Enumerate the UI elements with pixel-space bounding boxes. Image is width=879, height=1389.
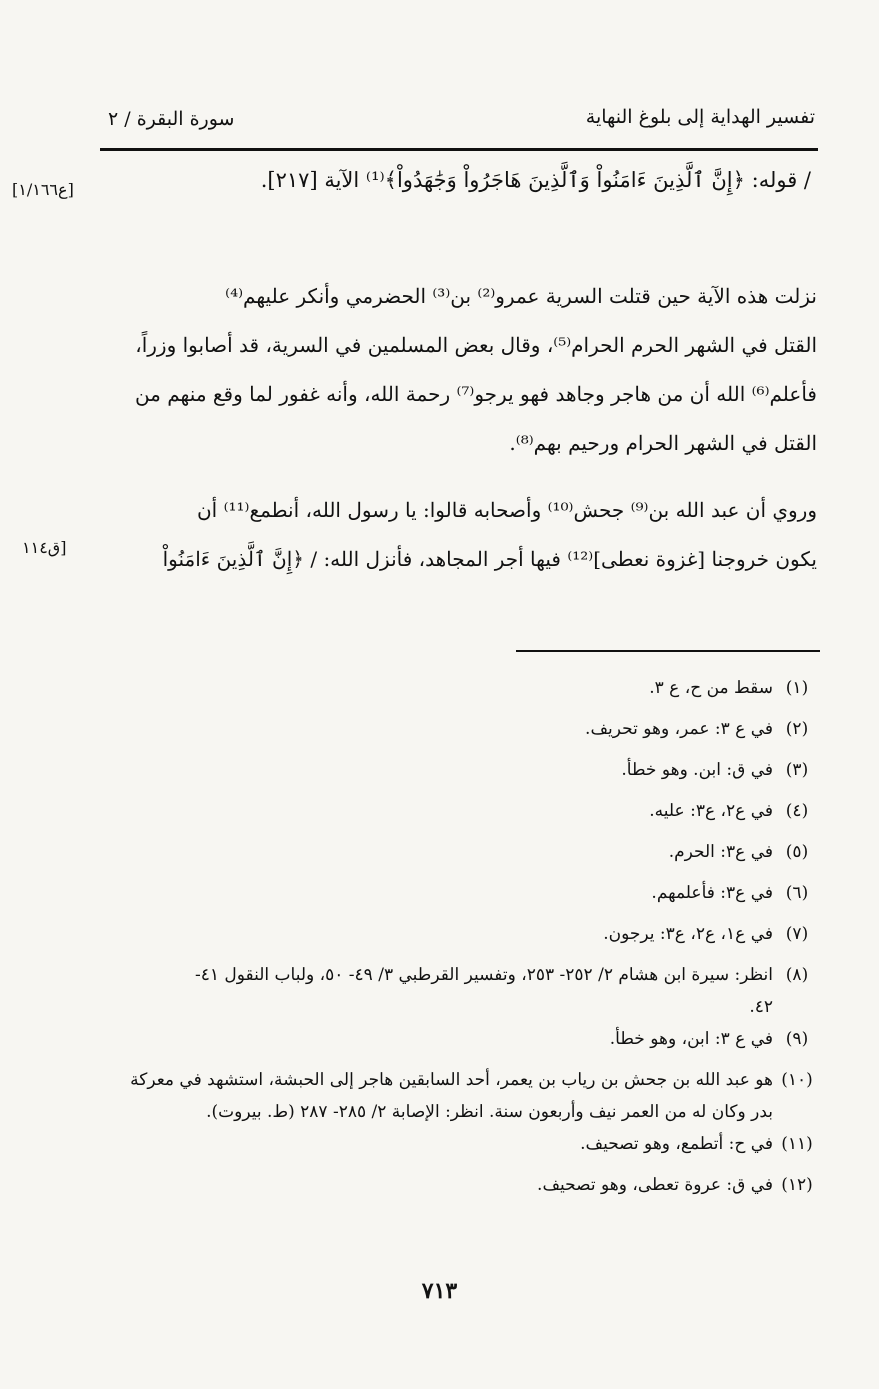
footnote-line: في ع ٣: عمر، وهو تحريف. xyxy=(585,719,773,739)
footnote-line: سقط من ح، ع ٣. xyxy=(649,678,773,698)
footnote xyxy=(101,918,821,959)
footnote-line: في ع١، ع٢، ع٣: يرجون. xyxy=(603,924,773,944)
footnote-text xyxy=(101,1023,773,1055)
footnotes xyxy=(101,672,821,1210)
footnote-line: انظر: سيرة ابن هشام ٢/ ٢٥٢- ٢٥٣، وتفسير القرطبي ٣/ ٤٩- ٥٠، ولباب النقول ٤١- xyxy=(194,965,773,985)
paragraph-2 xyxy=(105,486,817,584)
footnote-text xyxy=(101,754,773,786)
footnote-number: (١٠) xyxy=(781,1070,813,1090)
footnote-text xyxy=(101,795,773,827)
footnote xyxy=(101,1128,821,1169)
footnote-text xyxy=(101,836,773,868)
footnote-number: (١) xyxy=(785,678,809,698)
book-title: تفسير الهداية إلى بلوغ النهاية xyxy=(585,106,815,128)
footnote xyxy=(101,672,821,713)
footnote-number: (٣) xyxy=(785,760,809,780)
footnote-text xyxy=(101,713,773,745)
footnote xyxy=(101,959,821,1023)
paragraph-line: وروي أن عبد الله بن⁽⁹⁾ جحش⁽¹⁰⁾ وأصحابه قالوا: يا رسول الله، أنطمع⁽¹¹⁾ أن xyxy=(196,498,817,522)
footnote-number: (٩) xyxy=(785,1029,809,1049)
verse-line: / قوله: ﴿إِنَّ ٱلَّذِينَ ءَامَنُواْ وَٱلَّذِينَ هَاجَرُواْ وَجَٰهَدُواْ﴾⁽¹⁾ الآية [٢١٧]. xyxy=(260,168,811,192)
footnote-text xyxy=(101,918,773,950)
footnote-text xyxy=(101,877,773,909)
footnote-line: في ق: عروة تعطى، وهو تصحيف. xyxy=(537,1175,773,1195)
header-divider xyxy=(100,148,818,151)
footnote-line: بدر وكان له من العمر نيف وأربعون سنة. انظر: الإصابة ٢/ ٢٨٥- ٢٨٧ (ط. بيروت). xyxy=(206,1102,773,1122)
footnote xyxy=(101,1023,821,1064)
paragraph-line: القتل في الشهر الحرام ورحيم بهم⁽⁸⁾. xyxy=(509,431,817,455)
footnote-line: في ع ٣: ابن، وهو خطأ. xyxy=(609,1029,773,1049)
footnote-number: (٢) xyxy=(785,719,809,739)
footnote-divider xyxy=(516,650,820,652)
footnote-line: في ع٣: فأعلمهم. xyxy=(651,883,773,903)
footnote-line: في ح: أتطمع، وهو تصحيف. xyxy=(580,1134,773,1154)
footnote-number: (٦) xyxy=(785,883,809,903)
footnote-text xyxy=(101,1169,773,1201)
footnote-number: (٨) xyxy=(785,965,809,985)
paragraph-line: يكون خروجنا [غزوة نعطى]⁽¹²⁾ فيها أجر المجاهد، فأنزل الله: / ﴿إِنَّ ٱلَّذِينَ ءَامَنُواْ xyxy=(162,547,817,571)
footnote xyxy=(101,836,821,877)
footnote-text xyxy=(101,672,773,704)
footnote-number: (٧) xyxy=(785,924,809,944)
margin-reference-2: [ق١١٤ xyxy=(22,538,67,557)
footnote xyxy=(101,877,821,918)
page-number: ٧١٣ xyxy=(421,1278,458,1304)
paragraph-line: فأعلم⁽⁶⁾ الله أن من هاجر وجاهد فهو يرجو⁽⁷⁾ رحمة الله، وأنه غفور لما وقع منهم من xyxy=(134,382,817,406)
footnote-number: (٥) xyxy=(785,842,809,862)
footnote-line: ٤٢. xyxy=(749,997,773,1017)
footnote-line: في ع٢، ع٣: عليه. xyxy=(649,801,773,821)
paragraph-line: القتل في الشهر الحرم الحرام⁽⁵⁾، وقال بعض المسلمين في السرية، قد أصابوا وزراً، xyxy=(135,333,817,357)
footnote xyxy=(101,713,821,754)
paragraph-1 xyxy=(105,272,817,468)
footnote-line: هو عبد الله بن جحش بن رياب بن يعمر، أحد السابقين هاجر إلى الحبشة، استشهد في معركة xyxy=(130,1070,773,1090)
footnote-text xyxy=(101,1128,773,1160)
footnote xyxy=(101,1169,821,1210)
surah-title: سورة البقرة / ٢ xyxy=(108,108,235,130)
footnote xyxy=(101,795,821,836)
footnote-text xyxy=(101,959,773,1023)
paragraph-line: نزلت هذه الآية حين قتلت السرية عمرو⁽²⁾ بن⁽³⁾ الحضرمي وأنكر عليهم⁽⁴⁾ xyxy=(225,284,817,308)
footnote-text xyxy=(101,1064,773,1128)
footnote-number: (٤) xyxy=(785,801,809,821)
footnote-number: (١٢) xyxy=(781,1175,813,1195)
footnote xyxy=(101,1064,821,1128)
footnote-number: (١١) xyxy=(781,1134,813,1154)
footnote xyxy=(101,754,821,795)
margin-reference-1: [ع١/١٦٦] xyxy=(12,180,74,199)
footnote-line: في ق: ابن. وهو خطأ. xyxy=(621,760,773,780)
footnote-line: في ع٣: الحرم. xyxy=(668,842,773,862)
